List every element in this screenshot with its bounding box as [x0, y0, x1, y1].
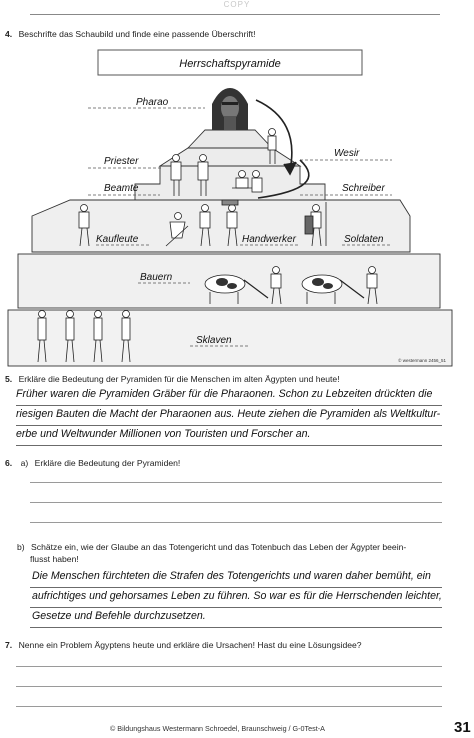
- page-number: 31: [454, 719, 471, 736]
- question-7-text: Nenne ein Problem Ägyptens heute und erkläre die Ursachen! Hast du eine Lösungsidee?: [18, 640, 362, 650]
- question-6b-label: b): [17, 542, 25, 552]
- question-6-number: 6.: [5, 458, 13, 468]
- answer-5-rule-3: [16, 445, 442, 446]
- answer-5-line-2: riesigen Bauten die Macht der Pharaonen aus. Heute ziehen die Pyramiden als Weltkultur-: [16, 408, 441, 420]
- answer-5-rule-2: [16, 425, 442, 426]
- label-priester: Priester: [104, 156, 139, 167]
- question-5-text: Erkläre die Bedeutung der Pyramiden für die Menschen im alten Ägypten und heute!: [18, 374, 340, 384]
- pyramid-tier-pharao: [188, 130, 272, 148]
- top-rule: [30, 14, 440, 15]
- label-schreiber: Schreiber: [342, 183, 385, 194]
- question-4: [5, 29, 256, 39]
- question-7: [5, 640, 362, 650]
- answer-5-rule-1: [16, 405, 442, 406]
- power-pyramid-diagram: [0, 40, 474, 370]
- answer-6b-line-1: Die Menschen fürchteten die Strafen des Totengerichts und waren daher bemüht, ein: [32, 570, 431, 582]
- question-6b-text-1: Schätze ein, wie der Glaube an das Totengericht und das Totenbuch das Leben der Ägypter beein-: [31, 542, 407, 552]
- answer-6b-rule-2: [30, 607, 442, 608]
- answer-5-line-1: Früher waren die Pyramiden Gräber für die Pharaonen. Schon zu Lebzeiten drückten die: [16, 388, 433, 400]
- question-7-number: 7.: [5, 640, 13, 650]
- label-wesir: Wesir: [334, 148, 360, 159]
- label-handwerker: Handwerker: [242, 234, 296, 245]
- answer-7-line-1[interactable]: [16, 666, 442, 667]
- answer-6b-line-2: aufrichtiges und gehorsames Leben zu führen. So war es für die Herrschenden leichter,: [32, 590, 442, 602]
- answer-6a-line-1[interactable]: [30, 482, 442, 483]
- pyramid-tier-beamte: [135, 166, 325, 200]
- footer-copyright: © Bildungshaus Westermann Schroedel, Braunschweig / G-0Test-A: [110, 724, 325, 733]
- question-6b: [17, 542, 406, 552]
- label-sklaven: Sklaven: [196, 335, 232, 346]
- answer-6b-rule-1: [30, 587, 442, 588]
- label-pharao: Pharao: [136, 97, 169, 108]
- answer-6a-line-3[interactable]: [30, 522, 442, 523]
- label-beamte: Beamte: [104, 183, 139, 194]
- question-6b-text-2: flusst haben!: [30, 554, 79, 564]
- label-bauern: Bauern: [140, 272, 173, 283]
- answer-6b-line-3: Gesetze und Befehle durchzusetzen.: [32, 610, 206, 622]
- label-soldaten: Soldaten: [344, 234, 384, 245]
- diagram-title: Herrschaftspyramide: [179, 58, 281, 70]
- pharao-figure: [212, 88, 248, 130]
- question-5-number: 5.: [5, 374, 13, 384]
- question-4-text: Beschrifte das Schaubild und finde eine passende Überschrift!: [18, 29, 256, 39]
- answer-6b-rule-3: [30, 627, 442, 628]
- answer-7-line-2[interactable]: [16, 686, 442, 687]
- question-6a-text: Erkläre die Bedeutung der Pyramiden!: [34, 458, 181, 468]
- question-4-number: 4.: [5, 29, 13, 39]
- answer-5-line-3: erbe und Weltwunder Millionen von Touristen und Forscher an.: [16, 428, 311, 440]
- question-5: [5, 374, 340, 384]
- answer-7-line-3[interactable]: [16, 706, 442, 707]
- label-kaufleute: Kaufleute: [96, 234, 139, 245]
- diagram-credit: © westermann 2456_51: [398, 358, 446, 363]
- watermark: COPY: [223, 0, 251, 9]
- question-6a-label: a): [20, 458, 29, 468]
- answer-6a-line-2[interactable]: [30, 502, 442, 503]
- question-6: [5, 458, 180, 468]
